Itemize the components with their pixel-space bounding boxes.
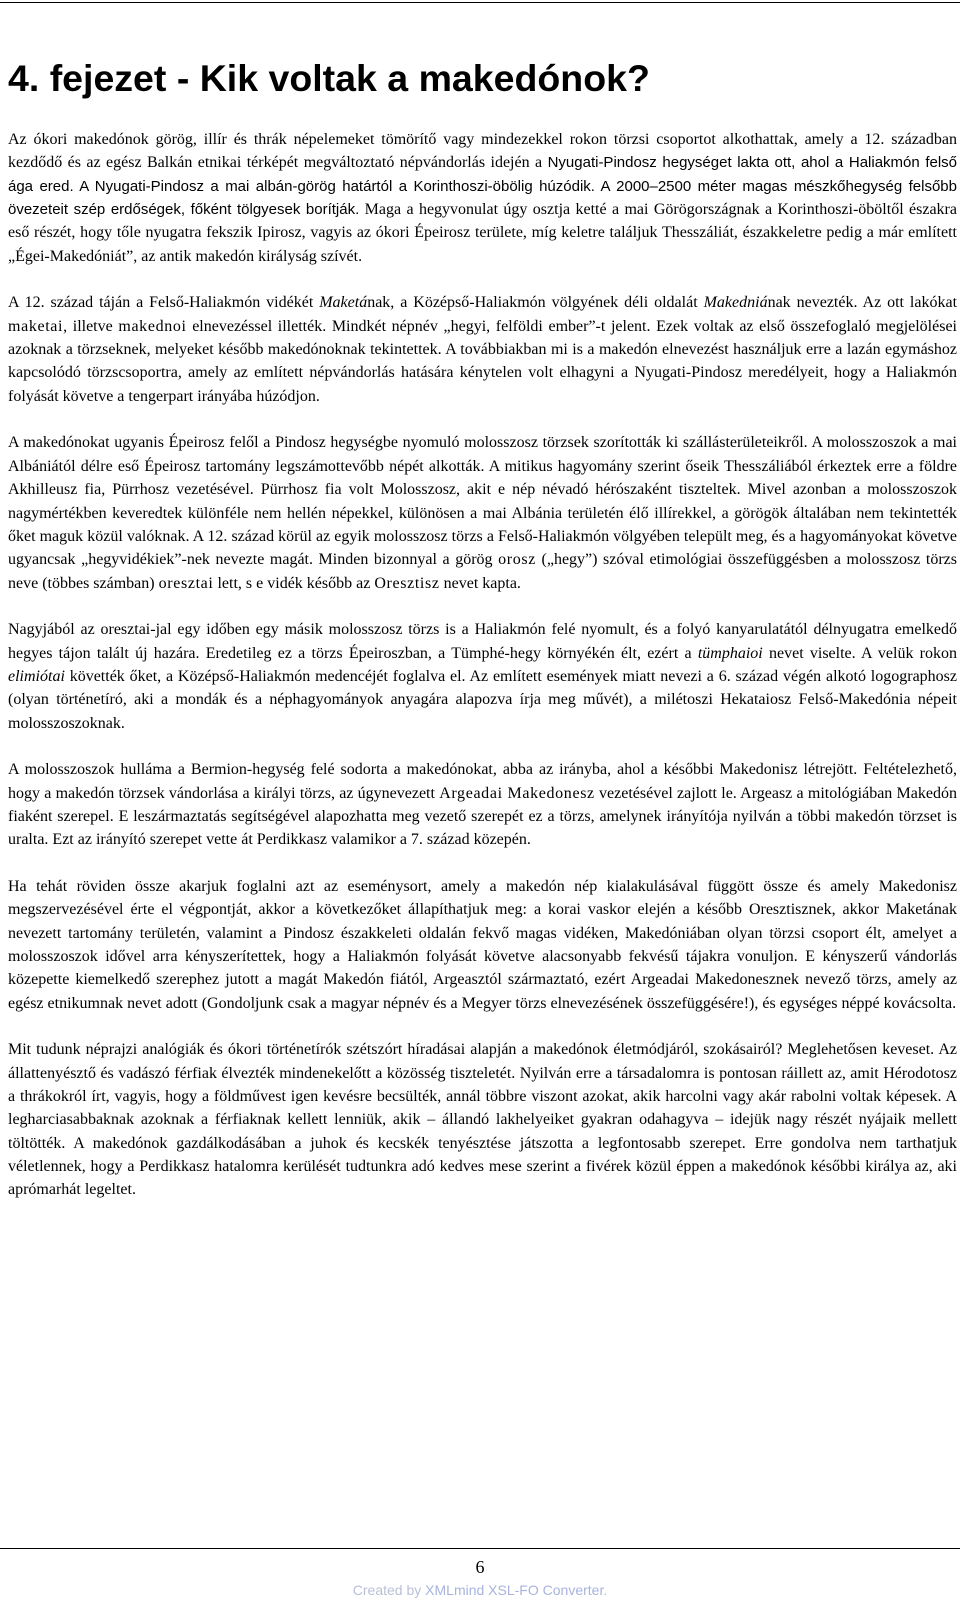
paragraph-4-text: nevet viselte. A velük rokon xyxy=(762,644,958,662)
paragraph-4 xyxy=(8,618,957,735)
chapter-title: 4. fejezet - Kik voltak a makedónok? xyxy=(8,57,650,99)
paragraph-2-text: , illetve xyxy=(63,317,119,335)
credit-brand-link[interactable]: XMLmind XSL-FO Converter xyxy=(425,1582,604,1598)
paragraph-1 xyxy=(8,128,957,268)
term-tumphaioi: tümphaioi xyxy=(697,644,763,662)
term-oresztisz: Oresztisz xyxy=(374,574,440,592)
paragraph-3-text: A makedónokat ugyanis Épeirosz felől a Pindosz hegységbe nyomuló molosszosz törzsek szorították ki szállásterületeikről. A molosszoszok a mai Albániától délre eső Épeirosz tartomány legszámottevőbb népét alkották. A mitikus hagyomány szerint őseik Thesszáliából érkeztek erre a földre Akhilleusz fia, Pürrhosz vezetésével. Pürrhosz fia volt Molosszosz, akit e nép névadó hérószaként tiszteltek. Mivel azonban a molosszoszok nagymértékben keveredtek különféle nem hellén népekkel, különösen a mai Albánia területén élő illírekkel, a görögök általában nem tekintették őket maguk közül valóknak. A 12. század körül az egyik molosszosz törzs a Felső-Haliakmón völgyében települt meg, és a hagyományokat követve ugyancsak „hegyvidékiek”-nek nevezte magát. Minden bizonnyal a görög xyxy=(8,434,957,569)
term-makednia: Makedniá xyxy=(703,294,768,312)
term-makednoi: makednoi xyxy=(118,317,187,335)
paragraph-7: Mit tudunk néprajzi analógiák és ókori történetírók szétszórt híradásai alapján a makedónok életmódjáról, szokásairól? Meglehetősen keveset. Az állattenyésztő és vadászó férfiak élvezték mindenekelőtt a közösség tiszteletét. Nyilván erre a társadalomra is pontosan ráillett az, amit Hérodotosz a thrákokról írt, vagyis, hogy a földművest igen kevésre becsülték, annál többre viszont azokat, akik harcolni vagy akár rabolni voltak képesek. A legharciasabbaknak azoknak a férfiaknak kellett lenniük, akik – állandó lakhelyeiket gyakran odahagyva – idejük nagy részét nyájaik mellett töltötték. A makedónok gazdálkodásában a juhok és kecskék tenyésztése játszotta a legfontosabb szerepet. Erre gondolva nem tarthatjuk véletlennek, hogy a Perdikkasz hatalomra kerülését tudtunkra adó kedves mese szerint a fivérek közül éppen a makedónok későbbi királya az, aki aprómarhát legeltet. xyxy=(8,1041,957,1199)
paragraph-2-text: A 12. század táján a Felső-Haliakmón vidékét xyxy=(8,294,320,312)
paragraph-6: Ha tehát röviden össze akarjuk foglalni azt az eseménysort, amely a makedón nép kialakulásával függött össze és amely Makedonisz megszervezésével érte el végpontját, akkor a következőket állapíthatjuk meg: a korai vaskor elején a később Oresztisznek, akkor Maketának nevezett tartomány területén, valamint a Pindosz északkeleti oldalán fekvő magas vidéken, Makedóniában olyan törzsi csoport élt, amelyet a molosszoszok idővel arra kényszerítettek, hogy a Haliakmón folyását követve alacsonyabb fekvésű tájakra vonuljon. E kényszerű vándorlás közepette kiemelkedő szerephez jutott a magát Makedón fiától, Argeasztól származtató, ezért Argeadai Makedonesznek nevező törzs, amely az egész etnikumnak nevet adott (Gondoljunk csak a magyar népnév és a Megyer törzs elnevezésének összefüggésére!), és egységes néppé kovácsolta. xyxy=(8,878,957,1012)
term-maketai: maketai xyxy=(8,317,64,335)
paragraph-5-text: vezetésével zajlott le. Argeasz a mitológiában Makedón fiaként szerepel. E leszármaztatás segítségével alapozhatta meg vezető szerepét ez a törzs, amelynek irányítója nyilván a többi makedón törzset is uralta. Ezt az irányító szerepet vette át Perdikkasz valamikor a 7. század közepén. xyxy=(8,784,957,849)
paragraph-4-text: követték őket, a Középső-Haliakmón medencéjét foglalva el. Az említett események miatt nevezi a 6. század végén alkotó logographosz (olyan történetíró, aki a mondák és a néphagyományok anyagára alapozva írja meg művét), a milétoszi Hekataiosz Felső-Makedónia népeit molosszoszoknak. xyxy=(8,667,957,732)
term-orosz: orosz xyxy=(498,551,536,569)
term-elimiotai: elimiótai xyxy=(8,667,65,685)
paragraph-2-text: nak, a Középső-Haliakmón völgyének déli oldalát xyxy=(367,294,704,312)
paragraph-2-text: nak nevezték. Az ott lakókat xyxy=(767,294,958,312)
paragraph-2-text: elnevezéssel illették. Mindkét népnév „hegyi, felföldi ember”-t jelent. Ezek voltak az első összefoglaló megjelölései azoknak a törzseknek, melyeket később makedónoknak tekintettek. A továbbiakban mi is a makedón elnevezést használjuk erre a lazán egymáshoz kapcsolódó törzscsoportra, amely az említett népvándorlás hatására kénytelen volt elhagyni a Nyugati-Pindosz meredélyeit, hogy a Haliakmón folyását követve a tengerpart irányába húzódjon. xyxy=(8,317,958,405)
footer-credit xyxy=(0,1581,960,1599)
credit-suffix: . xyxy=(603,1582,608,1598)
term-argeadai-makedonesz: Argeadai Makedonesz xyxy=(439,784,595,802)
paragraph-1-text-end: Maga a hegyvonulat úgy osztja ketté a mai Görögországnak a Korinthoszi-öböltől északra eső részét, hogy tőle nyugatra fekszik Ipirosz, vagyis az ókori Épeirosz területe, míg keletre találjuk Thesszáliát, északkeletre pedig a már említett „Égei-Makedóniát”, az antik makedón királyság szívét. xyxy=(8,201,957,265)
term-oresztai: oresztai xyxy=(158,574,214,592)
paragraph-5 xyxy=(8,758,957,851)
page-number: 6 xyxy=(475,1557,485,1577)
top-rule xyxy=(0,2,960,3)
term-maketa: Maketá xyxy=(319,294,368,312)
paragraph-1-text: Az ókori makedónok görög, illír és thrák népelemeket tömörítő vagy mindezekkel rokon törzsi csoportot alkothattak, amely a 12. században kezdődő és az egész Balkán etnikai térképét megváltoztató népvándorlás idején a xyxy=(8,131,957,172)
paragraph-4-text: Nagyjából az oresztai-jal egy időben egy másik molosszosz törzs is a Haliakmón felé nyomult, és a folyó kanyarulatától délnyugatra emelkedő hegyes tájon talált új hazára. Eredetileg ez a törzs Épeiroszban, a Tümphé-hegy környékén élt, ezért a xyxy=(8,621,957,662)
paragraph-3-text: nevet kapta. xyxy=(439,574,521,592)
paragraph-3-text: („hegy”) szóval etimológiai összefüggésben a molosszosz törzs neve (többes számban) xyxy=(8,551,957,592)
paragraph-3-text: lett, s e vidék később az xyxy=(213,574,375,592)
paragraph-1-sans-text: Nyugati-Pindosz hegységet lakta ott, ahol a Haliakmón felső ága ered. A Nyugati-Pindosz a mai albán-görög határtól a Korinthoszi-öbölig húzódik. A 2000–2500 méter magas mészkőhegység felsőbb övezeteit szép erdőségek, főként tölgyesek borítják. xyxy=(8,154,958,219)
paragraph-5-text: A molosszoszok hulláma a Bermion-hegység felé sodorta a makedónokat, abba az irányba, ahol a későbbi Makedonisz létrejött. Feltételezhető, hogy a makedón törzsek vándorlása a királyi törzs, az úgynevezett xyxy=(8,761,957,802)
credit-prefix: Created by xyxy=(352,1582,426,1598)
paragraph-2 xyxy=(8,291,957,408)
chapter-body xyxy=(8,128,957,1202)
footer-rule xyxy=(0,1548,960,1549)
paragraph-3 xyxy=(8,431,957,594)
